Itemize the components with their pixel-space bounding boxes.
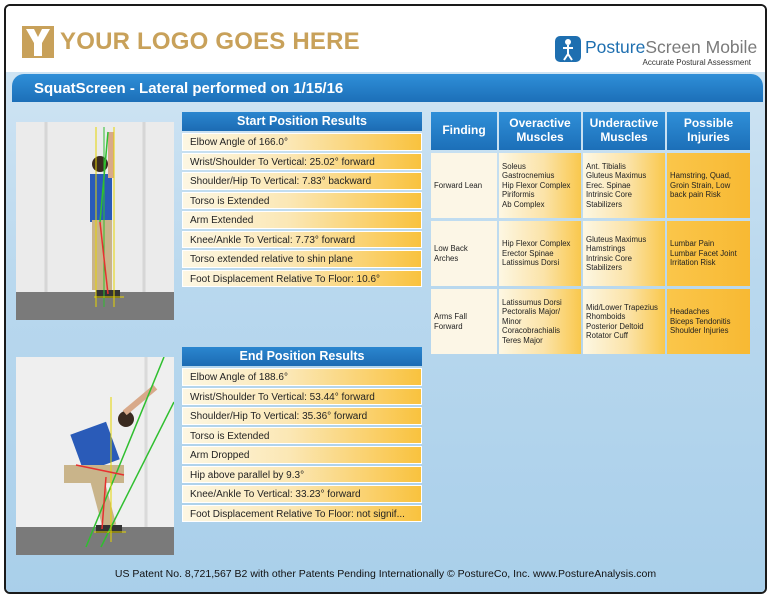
brand-logo (555, 36, 758, 70)
result-row: Wrist/Shoulder To Vertical: 53.44° forward (182, 388, 422, 406)
finding-cell: Arms Fall Forward (431, 289, 497, 354)
finding-cell: Low Back Arches (431, 221, 497, 286)
table-row (431, 153, 752, 218)
injuries-cell: Headaches Biceps Tendonitis Shoulder Injuries (667, 289, 750, 354)
result-row: Hip above parallel by 9.3° (182, 466, 422, 484)
start-results-heading: Start Position Results (182, 112, 422, 131)
header (6, 6, 765, 72)
result-row: Elbow Angle of 188.6° (182, 368, 422, 386)
result-row: Shoulder/Hip To Vertical: 35.36° forward (182, 407, 422, 425)
overactive-cell: Latissumus Dorsi Pectoralis Major/ Minor Coracobrachialis Teres Major (499, 289, 581, 354)
end-results-heading: End Position Results (182, 347, 422, 366)
header-overactive: Overactive Muscles (499, 112, 581, 150)
result-row: Shoulder/Hip To Vertical: 7.83° backward (182, 172, 422, 190)
result-row: Foot Displacement Relative To Floor: not signif... (182, 505, 422, 523)
injuries-cell: Hamstring, Quad, Groin Strain, Low back pain Risk (667, 153, 750, 218)
logo-text: YOUR LOGO GOES HERE (60, 28, 360, 55)
overactive-cell: Hip Flexor Complex Erector Spinae Latissimus Dorsi (499, 221, 581, 286)
underactive-cell: Gluteus Maximus Hamstrings Intrinsic Core Stabilizers (583, 221, 665, 286)
report-body (6, 72, 765, 594)
header-underactive: Underactive Muscles (583, 112, 665, 150)
table-row (431, 221, 752, 286)
header-injuries: Possible Injuries (667, 112, 750, 150)
table-row (431, 289, 752, 354)
brand-name-part1: Posture (585, 37, 646, 57)
start-position-photo (16, 122, 174, 320)
finding-cell: Forward Lean (431, 153, 497, 218)
result-row: Torso extended relative to shin plane (182, 250, 422, 268)
brand-tagline: Accurate Postural Assessment (642, 58, 751, 67)
patent-footer: US Patent No. 8,721,567 B2 with other Patents Pending Internationally © PostureCo, Inc. www.PostureAnalysis.com (114, 568, 657, 580)
result-row: Arm Dropped (182, 446, 422, 464)
header-finding: Finding (431, 112, 497, 150)
result-row: Wrist/Shoulder To Vertical: 25.02° forward (182, 153, 422, 171)
result-row: Foot Displacement Relative To Floor: 10.6° (182, 270, 422, 288)
overactive-cell: Soleus Gastrocnemius Hip Flexor Complex Piriformis Ab Complex (499, 153, 581, 218)
brand-name-part2: Screen Mobile (645, 37, 758, 57)
end-position-results (182, 347, 422, 522)
result-row: Knee/Ankle To Vertical: 7.73° forward (182, 231, 422, 249)
result-row: Elbow Angle of 166.0° (182, 133, 422, 151)
result-row: Knee/Ankle To Vertical: 33.23° forward (182, 485, 422, 503)
injuries-cell: Lumbar Pain Lumbar Facet Joint Irritation Risk (667, 221, 750, 286)
result-row: Arm Extended (182, 211, 422, 229)
report-title: SquatScreen - Lateral performed on 1/15/16 (34, 80, 344, 97)
result-row: Torso is Extended (182, 427, 422, 445)
result-row: Torso is Extended (182, 192, 422, 210)
report-frame (4, 4, 767, 594)
logo-y-icon (22, 26, 54, 58)
end-position-photo (16, 357, 174, 555)
underactive-cell: Mid/Lower Trapezius Rhomboids Posterior Deltoid Rotator Cuff (583, 289, 665, 354)
table-header-row (431, 112, 752, 150)
start-position-results (182, 112, 422, 287)
muscle-findings-table (431, 112, 752, 354)
posturescreen-icon (555, 36, 581, 62)
title-bar (12, 74, 763, 102)
brand-name (585, 37, 757, 58)
underactive-cell: Ant. Tibialis Gluteus Maximus Erec. Spinae Intrinsic Core Stabilizers (583, 153, 665, 218)
